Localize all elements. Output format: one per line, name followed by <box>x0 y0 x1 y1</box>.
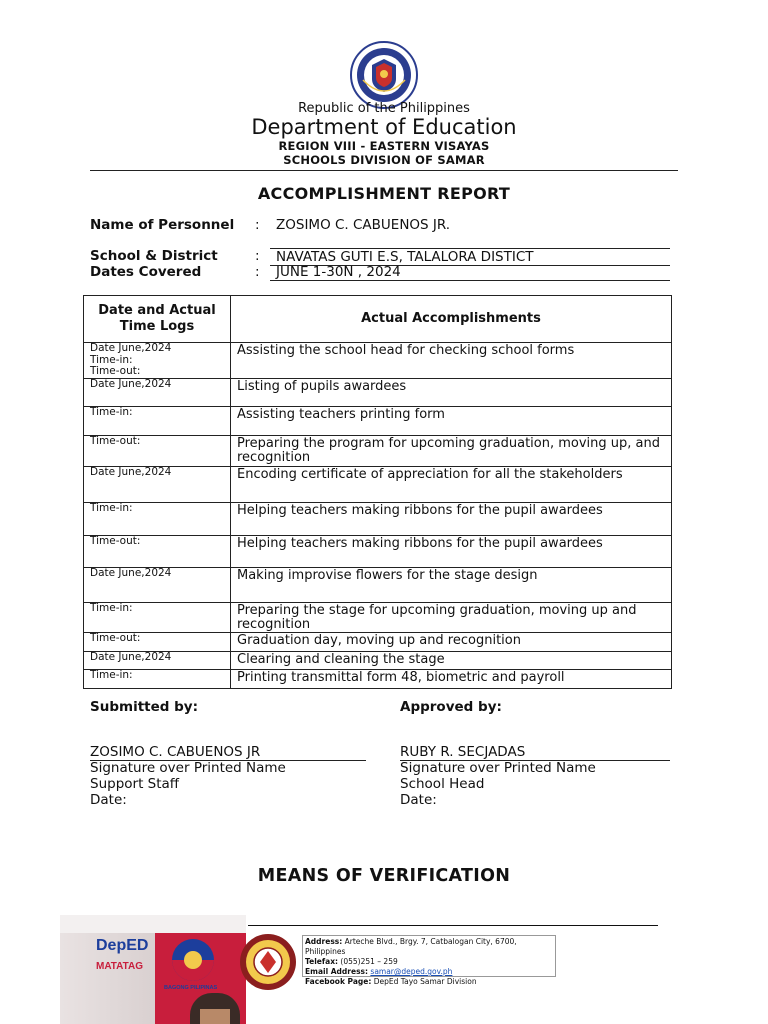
name-colon: : <box>255 217 260 233</box>
table-row <box>84 435 672 466</box>
table-row <box>84 535 672 567</box>
schools-division-seal <box>238 932 298 992</box>
table-header-row <box>84 296 672 343</box>
republic-heading: Republic of the Philippines <box>298 101 470 116</box>
accomplishment-cell: Encoding certificate of appreciation for all the stakeholders <box>231 466 672 502</box>
address-label: Address: <box>305 937 343 946</box>
table-row <box>84 632 672 651</box>
time-log-cell: Date June,2024 Time-in: Time-out: <box>84 343 231 379</box>
time-log-cell: Date June,2024 <box>84 651 231 669</box>
verification-photo <box>60 915 246 1024</box>
header-divider <box>90 170 678 171</box>
deped-seal-logo <box>349 40 419 110</box>
address-value: Arteche Blvd., Brgy. 7, Catbalogan City, 6700, Philippines <box>305 937 517 956</box>
time-log-cell: Date June,2024 <box>84 466 231 502</box>
accomplishment-cell: Preparing the stage for upcoming graduation, moving up and recognition <box>231 602 672 632</box>
footer-divider <box>248 925 658 926</box>
school-colon: : <box>255 248 260 264</box>
time-log-cell: Time-out: <box>84 535 231 567</box>
photo-deped-logo: DepED <box>96 937 149 954</box>
accomplishment-cell: Helping teachers making ribbons for the pupil awardees <box>231 535 672 567</box>
table-row <box>84 343 672 379</box>
table-row <box>84 406 672 435</box>
contact-info-box <box>302 935 556 986</box>
submitted-caption: Signature over Printed Name <box>90 760 286 776</box>
name-value: ZOSIMO C. CABUENOS JR. <box>276 217 451 233</box>
email-link[interactable]: samar@deped.gov.ph <box>370 967 453 976</box>
dates-label: Dates Covered <box>90 264 202 280</box>
dates-colon: : <box>255 264 260 280</box>
table-row <box>84 602 672 632</box>
accomplishment-cell: Listing of pupils awardees <box>231 378 672 406</box>
approved-date: Date: <box>400 792 437 808</box>
report-title: ACCOMPLISHMENT REPORT <box>257 184 511 203</box>
accomplishment-cell: Assisting teachers printing form <box>231 406 672 435</box>
dates-value: JUNE 1-30N , 2024 <box>270 264 670 281</box>
means-of-verification-title: MEANS OF VERIFICATION <box>257 866 511 886</box>
table-row <box>84 567 672 602</box>
submitted-by-label: Submitted by: <box>90 699 198 715</box>
school-label: School & District <box>90 248 218 264</box>
time-log-cell: Date June,2024 <box>84 378 231 406</box>
facebook-value: DepEd Tayo Samar Division <box>373 977 477 986</box>
facebook-label: Facebook Page: <box>305 977 372 986</box>
time-log-cell: Time-out: <box>84 435 231 466</box>
submitted-date: Date: <box>90 792 127 808</box>
col-header-accomplishments: Actual Accomplishments <box>231 296 672 343</box>
table-row <box>84 651 672 669</box>
time-log-cell: Time-in: <box>84 602 231 632</box>
bagong-pilipinas-logo <box>170 937 216 983</box>
submitted-position: Support Staff <box>90 776 180 792</box>
approved-by-label: Approved by: <box>400 699 502 715</box>
time-log-cell: Time-in: <box>84 406 231 435</box>
school-value: NAVATAS GUTI E.S, TALALORA DISTICT <box>270 248 670 266</box>
region-heading: REGION VIII - EASTERN VISAYAS <box>278 139 490 153</box>
department-heading: Department of Education <box>251 115 517 139</box>
photo-matatag-text: MATATAG <box>96 961 144 972</box>
accomplishment-table <box>83 295 672 689</box>
accomplishment-cell: Assisting the school head for checking school forms <box>231 343 672 379</box>
table-row <box>84 466 672 502</box>
approved-position: School Head <box>400 776 485 792</box>
time-log-cell: Date June,2024 <box>84 567 231 602</box>
approved-caption: Signature over Printed Name <box>400 760 596 776</box>
photo-bagong-pilipinas-text: BAGONG PILIPINAS <box>164 985 218 991</box>
division-heading: SCHOOLS DIVISION OF SAMAR <box>283 153 485 167</box>
accomplishment-cell: Preparing the program for upcoming graduation, moving up, and recognition <box>231 435 672 466</box>
table-row <box>84 669 672 688</box>
accomplishment-cell: Printing transmittal form 48, biometric and payroll <box>231 669 672 688</box>
approved-name: RUBY R. SECJADAS <box>400 744 670 761</box>
table-row <box>84 378 672 406</box>
submitted-name: ZOSIMO C. CABUENOS JR <box>90 744 366 761</box>
time-log-cell: Time-in: <box>84 502 231 535</box>
telefax-value: (055)251 – 259 <box>340 957 398 966</box>
name-label: Name of Personnel <box>90 217 235 233</box>
accomplishment-cell: Making improvise flowers for the stage design <box>231 567 672 602</box>
time-log-cell: Time-in: <box>84 669 231 688</box>
accomplishment-cell: Graduation day, moving up and recognition <box>231 632 672 651</box>
col-header-logs: Date and Actual Time Logs <box>84 296 231 343</box>
time-log-cell: Time-out: <box>84 632 231 651</box>
telefax-label: Telefax: <box>305 957 339 966</box>
email-label: Email Address: <box>305 967 369 976</box>
accomplishment-cell: Clearing and cleaning the stage <box>231 651 672 669</box>
table-row <box>84 502 672 535</box>
accomplishment-cell: Helping teachers making ribbons for the pupil awardees <box>231 502 672 535</box>
